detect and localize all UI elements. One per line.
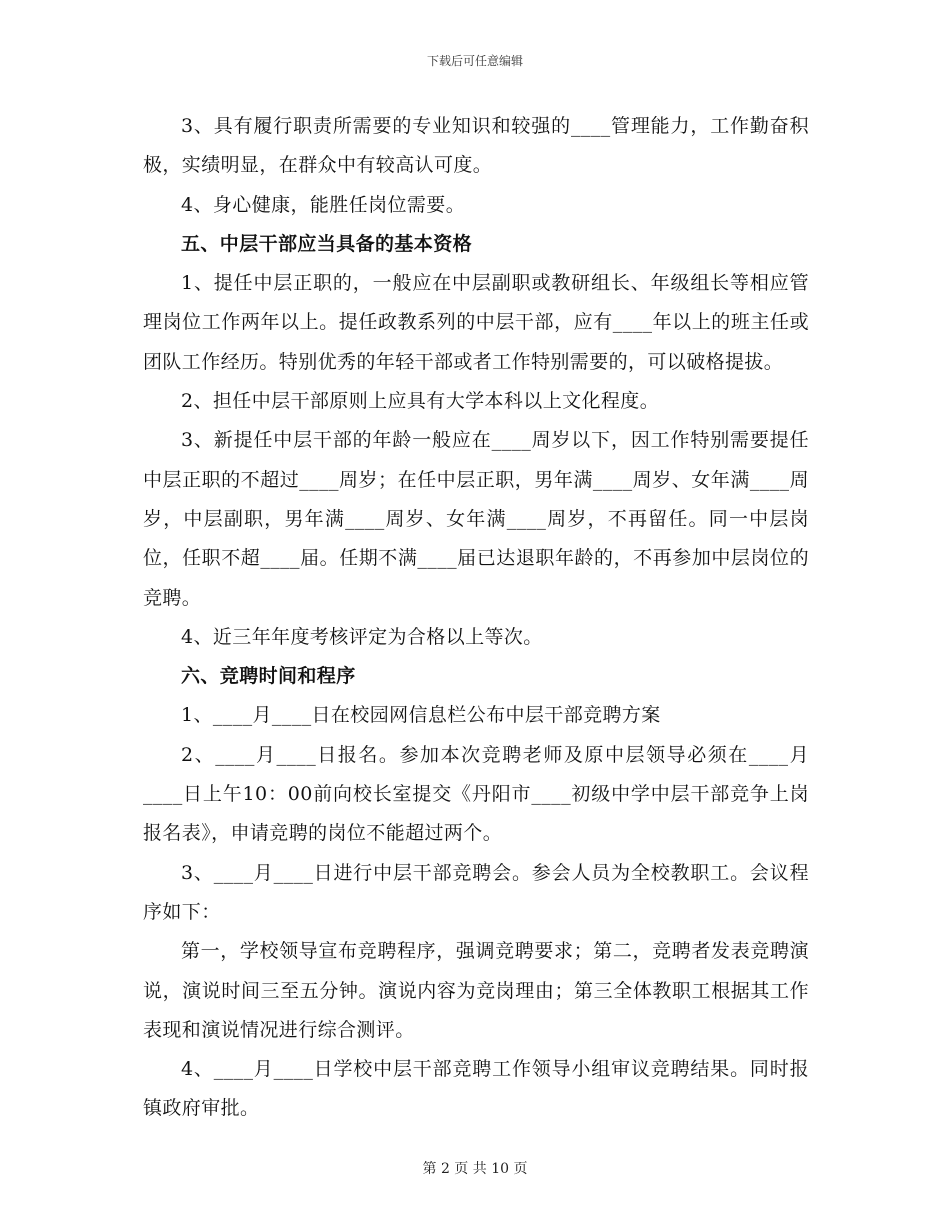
paragraph-basic-4: 4、近三年年度考核评定为合格以上等次。: [181, 625, 543, 648]
paragraph-basic-2: 2、担任中层干部原则上应具有大学本科以上文化程度。: [181, 390, 660, 413]
section-heading-5: 五、中层干部应当具备的基本资格: [181, 232, 473, 255]
paragraph-basic-1: 1、提任中层正职的，一般应在中层副职或教研组长、年级组长等相应管理岗位工作两年以上。提任政教系列的中层干部，应有____年以上的班主任或团队工作经历。特别优秀的年轻干部或者工作特别需要的，可以破格提拔。: [143, 272, 809, 373]
paragraph-qualification-4: 4、身心健康，能胜任岗位需要。: [181, 193, 466, 216]
document-body: [143, 107, 809, 1129]
page-header: 下载后可任意编辑: [426, 54, 523, 68]
page-footer: 第 2 页 共 10 页: [422, 1161, 528, 1177]
paragraph-qualification-3: 3、具有履行职责所需要的专业知识和较强的____管理能力，工作勤奋积极，实绩明显，在群众中有较高认可度。: [143, 115, 809, 177]
paragraph-procedure-4: 4、____月____日学校中层干部竞聘工作领导小组审议竞聘结果。同时报镇政府审批。: [143, 1058, 809, 1120]
paragraph-basic-3: 3、新提任中层干部的年龄一般应在____周岁以下，因工作特别需要提任中层正职的不超过____周岁；在任中层正职，男年满____周岁、女年满____周岁，中层副职，男年满____周岁、女年满____周岁，不再留任。同一中层岗位，任职不超____届。任期不满____届已达退职年龄的，不再参加中层岗位的竞聘。: [143, 429, 809, 609]
paragraph-procedure-1: 1、____月____日在校园网信息栏公布中层干部竞聘方案: [181, 704, 661, 727]
paragraph-procedure-2: 2、____月____日报名。参加本次竞聘老师及原中层领导必须在____月____日上午10：00前向校长室提交《丹阳市____初级中学中层干部竞争上岗报名表》，申请竞聘的岗位不能超过两个。: [143, 743, 809, 845]
paragraph-procedure-3: 3、____月____日进行中层干部竞聘会。参会人员为全校教职工。会议程序如下：: [143, 861, 809, 923]
paragraph-meeting-steps: 第一，学校领导宣布竞聘程序，强调竞聘要求；第二，竞聘者发表竞聘演说，演说时间三至五分钟。演说内容为竞岗理由；第三全体教职工根据其工作表现和演说情况进行综合测评。: [143, 940, 809, 1041]
section-heading-6: 六、竞聘时间和程序: [181, 665, 356, 688]
